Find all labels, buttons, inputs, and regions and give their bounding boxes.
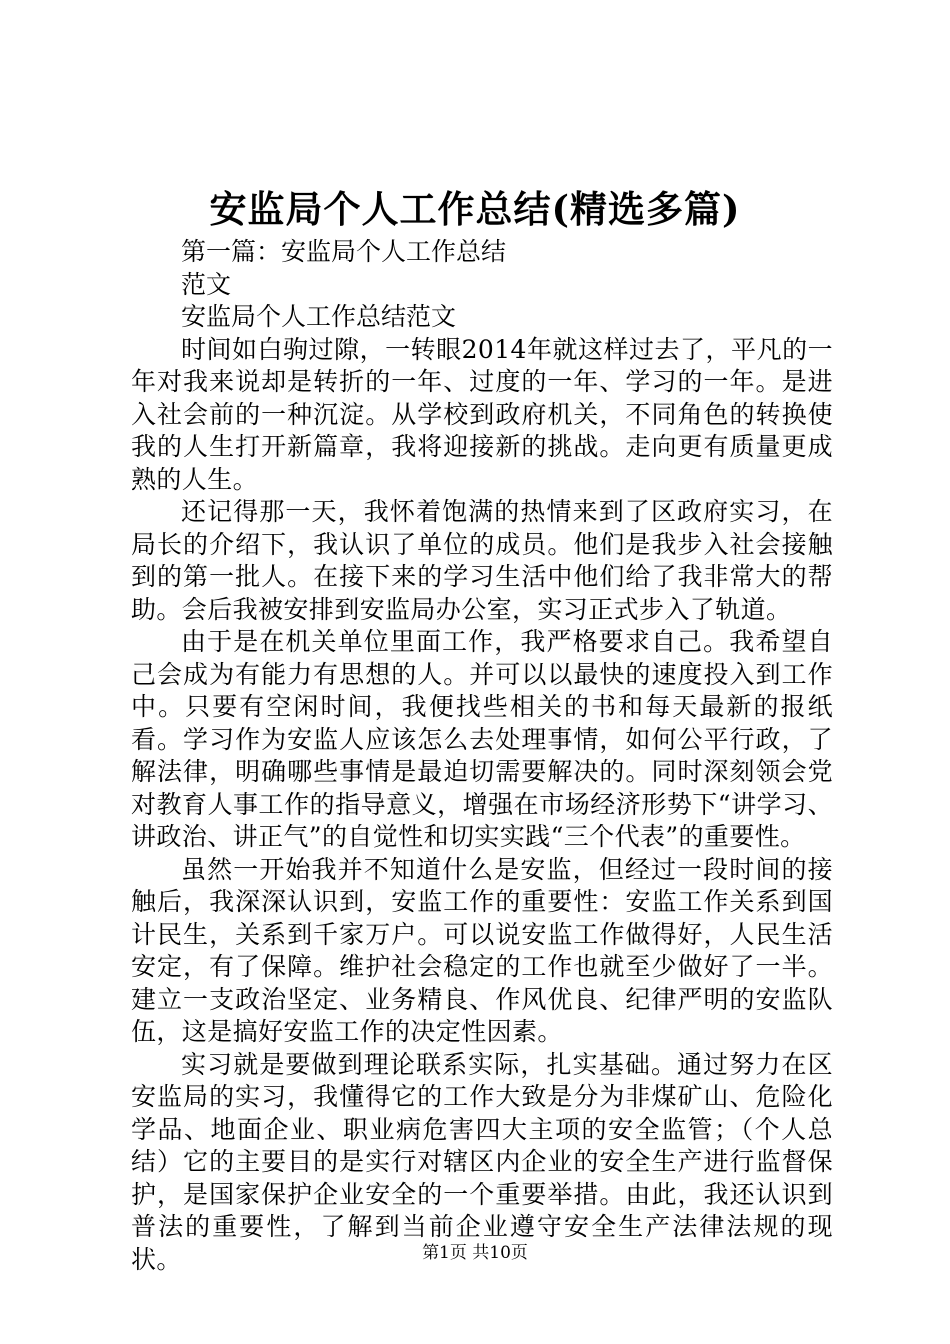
paragraph: 还记得那一天，我怀着饱满的热情来到了区政府实习，在局长的介绍下，我认识了单位的成员。他们是我步入社会接触到的第一批人。在接下来的学习生活中他们给了我非常大的帮助。会后我被安排到安监局办公室，实习正式步入了轨道。 xyxy=(131,497,833,624)
paragraph: 实习就是要做到理论联系实际，扎实基础。通过努力在区安监局的实习，我懂得它的工作大致是分为非煤矿山、危险化学品、地面企业、职业病危害四大主项的安全监管；（个人总结）它的主要目的是实行对辖区内企业的安全生产进行监督保护，是国家保护企业安全的一个重要举措。由此，我还认识到普法的重要性，了解到当前企业遵守安全生产法律法规的现状。 xyxy=(131,1049,833,1274)
paragraph: 虽然一开始我并不知道什么是安监，但经过一段时间的接触后，我深深认识到，安监工作的重要性：安监工作关系到国计民生，关系到千家万户。可以说安监工作做得好，人民生活安定，有了保障。维护社会稳定的工作也就至少做好了一半。建立一支政治坚定、业务精良、作风优良、纪律严明的安监队伍，这是搞好安监工作的决定性因素。 xyxy=(131,854,833,1046)
chapter-heading: 第一篇：安监局个人工作总结 xyxy=(181,237,507,266)
paragraph: 由于是在机关单位里面工作，我严格要求自己。我希望自己会成为有能力有思想的人。并可以以最快的速度投入到工作中。只要有空闲时间，我便找些相关的书和每天最新的报纸看。学习作为安监人应该怎么去处理事情，如何公平行政，了解法律，明确哪些事情是最迫切需要解决的。同时深刻领会党对教育人事工作的指导意义，增强在市场经济形势下“讲学习、讲政治、讲正气”的自觉性和切实实践“三个代表”的重要性。 xyxy=(131,627,833,851)
chapter-subheading: 范文 xyxy=(181,269,232,299)
page-number-footer: 第1页 共10页 xyxy=(422,1243,528,1263)
paragraph: 时间如白驹过隙，一转眼2014年就这样过去了，平凡的一年对我来说却是转折的一年、过度的一年、学习的一年。是进入社会前的一种沉淀。从学校到政府机关，不同角色的转换使我的人生打开新篇章，我将迎接新的挑战。走向更有质量更成熟的人生。 xyxy=(131,334,833,494)
document-body xyxy=(131,236,833,1276)
document-title: 安监局个人工作总结(精选多篇) xyxy=(209,187,741,231)
section-heading: 安监局个人工作总结范文 xyxy=(181,302,457,331)
